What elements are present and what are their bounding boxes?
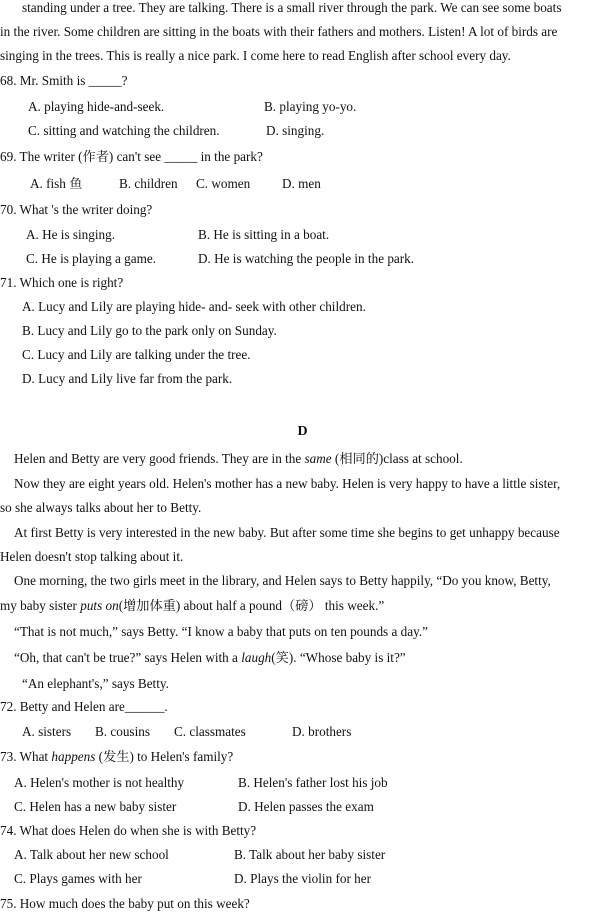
q68-option-d: D. singing. (266, 123, 325, 138)
question-69: 69. The writer (作者) can't see _____ in the park? (0, 149, 263, 164)
question-70: 70. What 's the writer doing? (0, 202, 153, 217)
q71-option-a: A. Lucy and Lily are playing hide- and- seek with other children. (22, 299, 366, 314)
section-heading: D (297, 424, 308, 439)
q71-option-d: D. Lucy and Lily live far from the park. (22, 371, 233, 386)
q70-option-d: D. He is watching the people in the park. (198, 251, 415, 266)
question-68: 68. Mr. Smith is _____? (0, 73, 128, 88)
q69-option-d: D. men (282, 176, 321, 191)
q72-option-a: A. sisters (22, 724, 72, 739)
passage-line: Helen doesn't stop talking about it. (0, 549, 184, 564)
q69-option-a: A. fish 鱼 (30, 176, 83, 191)
q73-option-d: D. Helen passes the exam (238, 799, 374, 814)
q74-option-d: D. Plays the violin for her (234, 871, 371, 886)
q74-option-b: B. Talk about her baby sister (234, 847, 386, 862)
q74-option-c: C. Plays games with her (14, 871, 142, 886)
passage-line: “That is not much,” says Betty. “I know a baby that puts on ten pounds a day.” (14, 624, 428, 639)
q68-option-b: B. playing yo-yo. (264, 99, 357, 114)
question-72: 72. Betty and Helen are______. (0, 699, 168, 714)
passage-line: “An elephant's,” says Betty. (22, 676, 169, 691)
passage-line: “Oh, that can't be true?” says Helen with a laugh(笑). “Whose baby is it?” (14, 650, 406, 665)
passage-paragraph: Helen and Betty are very good friends. They are in the same (相同的)class at school. (14, 451, 463, 466)
question-73: 73. What happens (发生) to Helen's family? (0, 749, 234, 764)
passage-line: At first Betty is very interested in the new baby. But after some time she begins to get unhappy because (14, 525, 560, 540)
q70-option-c: C. He is playing a game. (26, 251, 157, 266)
q73-option-a: A. Helen's mother is not healthy (14, 775, 185, 790)
q68-option-c: C. sitting and watching the children. (28, 123, 220, 138)
passage-line: Now they are eight years old. Helen's mother has a new baby. Helen is very happy to have a little sister, (14, 476, 561, 491)
q71-option-c: C. Lucy and Lily are talking under the tree. (22, 347, 251, 362)
question-71: 71. Which one is right? (0, 275, 124, 290)
q69-option-c: C. women (196, 176, 251, 191)
q69-option-b: B. children (119, 176, 178, 191)
q73-option-b: B. Helen's father lost his job (238, 775, 388, 790)
passage-line: One morning, the two girls meet in the library, and Helen says to Betty happily, “Do you know, Betty, (14, 573, 551, 588)
passage-line: my baby sister puts on(增加体重) about half a pound（磅） this week.” (0, 598, 385, 613)
question-74: 74. What does Helen do when she is with Betty? (0, 823, 257, 838)
q71-option-b: B. Lucy and Lily go to the park only on Sunday. (22, 323, 277, 338)
q70-option-b: B. He is sitting in a boat. (198, 227, 330, 242)
q70-option-a: A. He is singing. (26, 227, 116, 242)
q72-option-c: C. classmates (174, 724, 246, 739)
passage-line: standing under a tree. They are talking. There is a small river through the park. We can see some boats (22, 0, 562, 15)
passage-line: in the river. Some children are sitting in the boats with their fathers and mothers. Listen! A lot of birds are (0, 24, 558, 39)
question-75: 75. How much does the baby put on this week? (0, 896, 250, 911)
passage-line: singing in the trees. This is really a nice park. I come here to read English after school every day. (0, 48, 511, 63)
q73-option-c: C. Helen has a new baby sister (14, 799, 177, 814)
q68-option-a: A. playing hide-and-seek. (28, 99, 165, 114)
q72-option-d: D. brothers (292, 724, 352, 739)
q74-option-a: A. Talk about her new school (14, 847, 169, 862)
q72-option-b: B. cousins (95, 724, 150, 739)
passage-line: so she always talks about her to Betty. (0, 500, 202, 515)
